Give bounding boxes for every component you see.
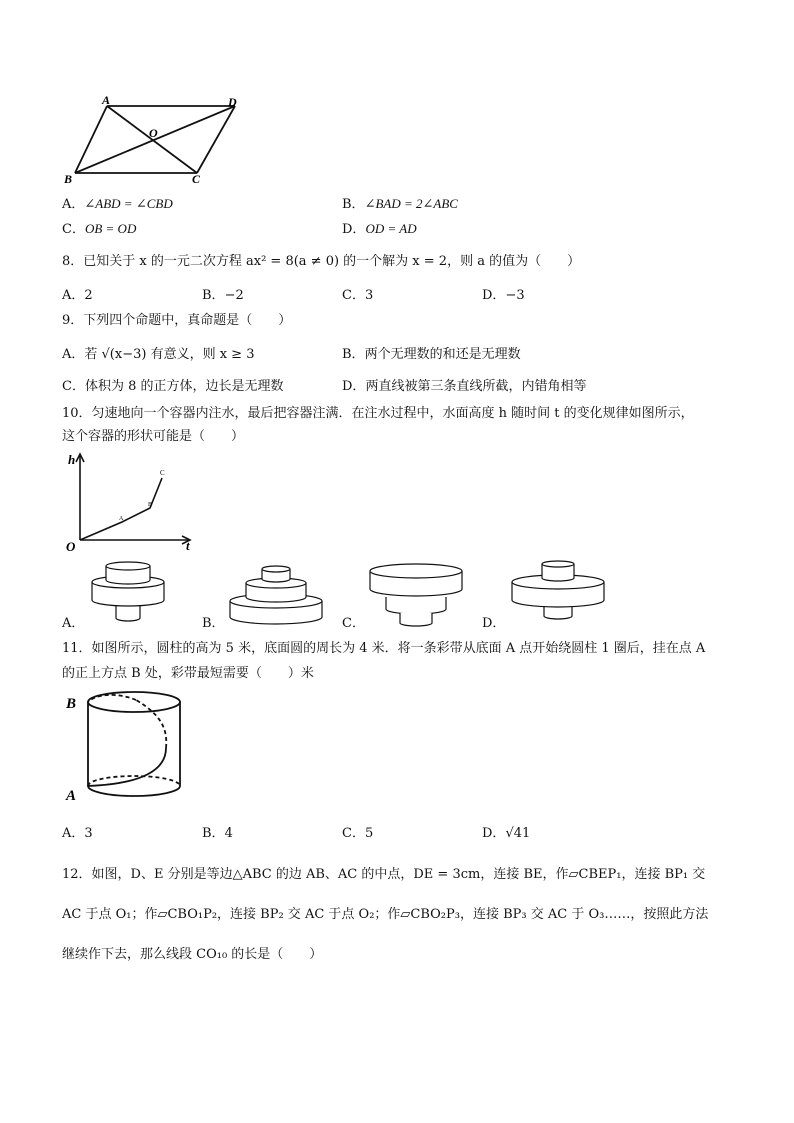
- point-label-b: B: [148, 502, 153, 508]
- option-text: 两个无理数的和还是无理数: [364, 347, 521, 362]
- q11-option-b[interactable]: [202, 825, 233, 843]
- option-key: A．: [62, 288, 85, 303]
- option-text: ∠ABD = ∠CBD: [84, 196, 173, 211]
- q9-option-c[interactable]: [62, 378, 284, 396]
- q7-option-c[interactable]: [62, 220, 136, 239]
- q8-option-c[interactable]: [342, 287, 373, 305]
- option-text: 3: [84, 826, 93, 841]
- water-height-graph: [62, 450, 202, 555]
- option-key: A．: [62, 197, 85, 212]
- option-key: D．: [342, 379, 366, 394]
- q10-stem-line2: 这个容器的形状可能是（ ）: [62, 429, 245, 444]
- q11-option-c[interactable]: [342, 825, 373, 843]
- option-key: A．: [62, 616, 85, 631]
- q11-option-d[interactable]: [482, 825, 530, 843]
- label-B: B: [66, 696, 77, 712]
- cylinder-figure: [62, 688, 192, 810]
- option-key: B．: [342, 197, 365, 212]
- q9-option-d[interactable]: [342, 378, 586, 396]
- q8-option-d[interactable]: [482, 287, 525, 305]
- q7-option-a[interactable]: [62, 195, 173, 214]
- q10-option-b[interactable]: [202, 615, 225, 633]
- q7-option-d[interactable]: [342, 220, 417, 239]
- option-text: OB = OD: [84, 221, 137, 236]
- option-text: 2: [84, 288, 93, 303]
- q9-stem: 9．下列四个命题中，真命题是（ ）: [62, 313, 292, 328]
- option-key: C．: [342, 826, 365, 841]
- container-b-figure[interactable]: [226, 565, 326, 631]
- q12-stem-line2: AC 于点 O₁；作▱CBO₁P₂，连接 BP₂ 交 AC 于点 O₂；作▱CBO₂P₃，连接 BP₃ 交 AC 于 O₃……，按照此方法: [62, 907, 709, 922]
- option-key: B．: [342, 347, 365, 362]
- option-key: C．: [62, 379, 85, 394]
- option-text: ∠BAD = 2∠ABC: [364, 196, 458, 211]
- option-text: 两直线被第三条直线所截，内错角相等: [365, 379, 587, 394]
- option-key: B．: [202, 288, 225, 303]
- label-C: C: [192, 172, 201, 185]
- origin-label: O: [66, 539, 76, 554]
- option-key: B．: [202, 826, 225, 841]
- container-d-figure[interactable]: [508, 560, 608, 628]
- container-a-figure[interactable]: [88, 560, 168, 628]
- parallelogram-figure: [60, 95, 250, 185]
- option-key: D．: [482, 826, 506, 841]
- label-B: B: [64, 172, 73, 185]
- q9-option-b[interactable]: [342, 346, 521, 364]
- option-key: C．: [342, 616, 365, 631]
- axis-label-t: t: [186, 538, 190, 553]
- point-label-c: C: [160, 469, 165, 477]
- q8-stem: 8．已知关于 x 的一元二次方程 ax² = 8(a ≠ 0) 的一个解为 x = 2，则 a 的值为（ ）: [62, 254, 581, 269]
- option-text: √41: [505, 826, 531, 841]
- option-text: −3: [505, 288, 525, 303]
- option-text: 4: [224, 826, 233, 841]
- option-text: 体积为 8 的正方体，边长是无理数: [84, 379, 284, 394]
- q12-stem-line3: 继续作下去，那么线段 CO₁₀ 的长是（ ）: [62, 947, 323, 962]
- axis-label-h: h: [68, 452, 76, 467]
- q7-option-b[interactable]: [342, 195, 458, 214]
- label-A: A: [102, 95, 111, 107]
- q11-stem-line2: 的正上方点 B 处，彩带最短需要（ ）米: [62, 666, 314, 681]
- option-key: D．: [342, 222, 366, 237]
- container-c-figure[interactable]: [366, 563, 466, 631]
- option-key: D．: [482, 616, 506, 631]
- option-key: C．: [342, 288, 365, 303]
- q12-stem-line1: 12．如图，D、E 分别是等边△ABC 的边 AB、AC 的中点，DE = 3cm，连接 BE，作▱CBEP₁，连接 BP₁ 交: [62, 867, 706, 882]
- option-text: 3: [364, 288, 374, 303]
- option-key: C．: [62, 222, 85, 237]
- option-text: −2: [224, 288, 244, 303]
- q8-option-b[interactable]: [202, 287, 244, 305]
- option-key: B．: [202, 616, 225, 631]
- option-key: A．: [62, 826, 85, 841]
- q10-option-c[interactable]: [342, 615, 365, 633]
- q11-option-a[interactable]: [62, 825, 93, 843]
- option-text: 5: [364, 826, 374, 841]
- option-text: 若 √(x−3) 有意义，则 x ≥ 3: [84, 347, 255, 362]
- q8-option-a[interactable]: [62, 287, 93, 305]
- label-O: O: [149, 126, 158, 140]
- option-key: D．: [482, 288, 506, 303]
- q9-option-a[interactable]: [62, 346, 254, 364]
- option-key: A．: [62, 347, 85, 362]
- q10-option-a[interactable]: [62, 615, 84, 633]
- q10-stem-line1: 10．匀速地向一个容器内注水，最后把容器注满．在注水过程中，水面高度 h 随时间 t 的变化规律如图所示，: [62, 406, 694, 421]
- point-label-a: A: [119, 516, 124, 522]
- option-text: OD = AD: [365, 221, 417, 236]
- q11-stem-line1: 11．如图所示，圆柱的高为 5 米，底面圆的周长为 4 米．将一条彩带从底面 A 点开始绕圆柱 1 圈后，挂在点 A: [62, 641, 706, 656]
- label-A: A: [66, 788, 77, 804]
- label-D: D: [228, 95, 237, 109]
- q10-option-d[interactable]: [482, 615, 505, 633]
